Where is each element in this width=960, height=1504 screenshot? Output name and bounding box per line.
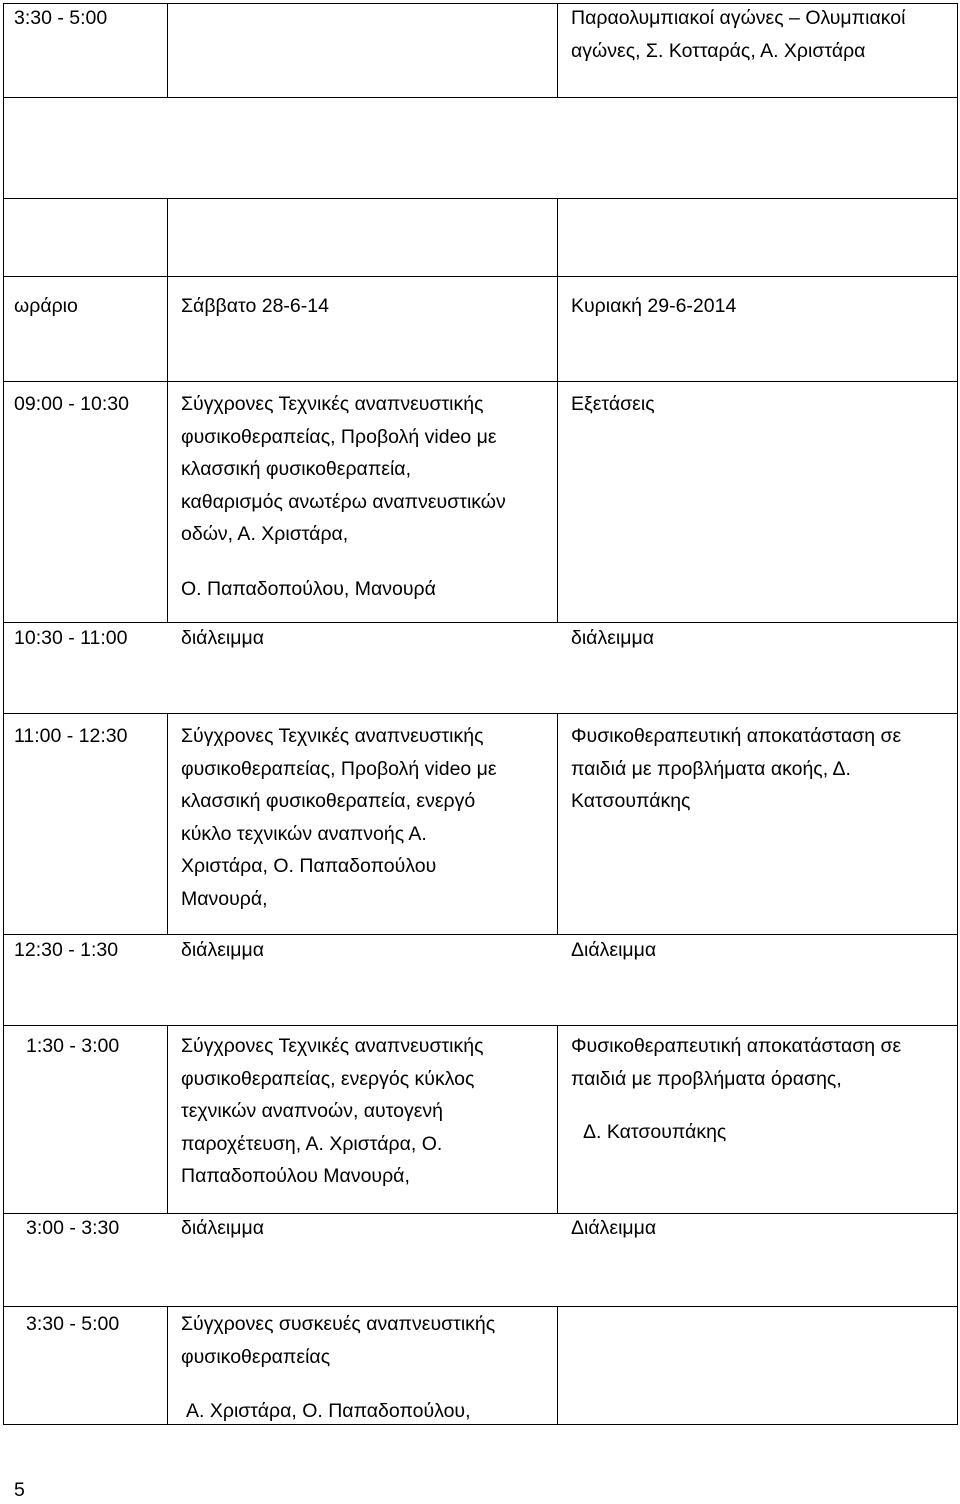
page-number: 5	[14, 1479, 25, 1501]
saturday-cell-extra: Ο. Παπαδοπούλου, Μανουρά	[181, 578, 436, 600]
sunday-cell: Διάλειμμα	[571, 1217, 657, 1239]
saturday-cell: Σύγχρονες συσκευές αναπνευστικής φυσικοθεραπείας	[181, 1313, 496, 1368]
saturday-cell-extra: Α. Χριστάρα, Ο. Παπαδοπούλου,	[186, 1400, 471, 1422]
time-cell: 09:00 - 10:30	[14, 393, 129, 415]
sunday-cell: Φυσικοθεραπευτική αποκατάσταση σε παιδιά με προβλήματα όρασης,	[571, 1035, 902, 1090]
time-cell: 1:30 - 3:00	[26, 1035, 120, 1057]
saturday-cell: διάλειμμα	[181, 939, 264, 961]
time-cell: 3:30 - 5:00	[14, 7, 108, 29]
time-cell: 3:00 - 3:30	[26, 1217, 120, 1239]
sunday-cell: Παραολυμπιακοί αγώνες – Ολυμπιακοί αγώνες, Σ. Κοτταράς, Α. Χριστάρα	[571, 7, 906, 62]
saturday-header: Σάββατο 28-6-14	[181, 295, 329, 317]
time-header: ωράριο	[14, 295, 78, 317]
sunday-cell-extra: Δ. Κατσουπάκης	[583, 1121, 727, 1143]
sunday-cell: διάλειμμα	[571, 627, 654, 649]
saturday-cell: διάλειμμα	[181, 1217, 264, 1239]
time-cell: 11:00 - 12:30	[14, 725, 128, 747]
saturday-cell: Σύγχρονες Τεχνικές αναπνευστικής φυσικοθεραπείας, ενεργός κύκλος τεχνικών αναπνοών, αυτογενή παροχέτευση, Α. Χριστάρα, Ο. Παπαδοπούλου Μανουρά,	[181, 1035, 484, 1187]
time-cell: 12:30 - 1:30	[14, 939, 119, 961]
saturday-cell: Σύγχρονες Τεχνικές αναπνευστικής φυσικοθεραπείας, Προβολή video με κλασσική φυσικοθεραπεία, καθαρισμός ανωτέρω αναπνευστικών οδών, Α. Χριστάρα,	[181, 393, 506, 545]
time-cell: 10:30 - 11:00	[14, 627, 128, 649]
sunday-cell: Διάλειμμα	[571, 939, 657, 961]
saturday-cell: Σύγχρονες Τεχνικές αναπνευστικής φυσικοθεραπείας, Προβολή video με κλασσική φυσικοθεραπεία, ενεργό κύκλο τεχνικών αναπνοής Α. Χριστάρα, Ο. Παπαδοπούλου Μανουρά,	[181, 725, 497, 910]
saturday-cell: διάλειμμα	[181, 627, 264, 649]
sunday-cell: Εξετάσεις	[571, 393, 655, 415]
sunday-header: Κυριακή 29-6-2014	[571, 295, 737, 317]
time-cell: 3:30 - 5:00	[26, 1313, 120, 1335]
sunday-cell: Φυσικοθεραπευτική αποκατάσταση σε παιδιά με προβλήματα ακοής, Δ. Κατσουπάκης	[571, 725, 902, 812]
